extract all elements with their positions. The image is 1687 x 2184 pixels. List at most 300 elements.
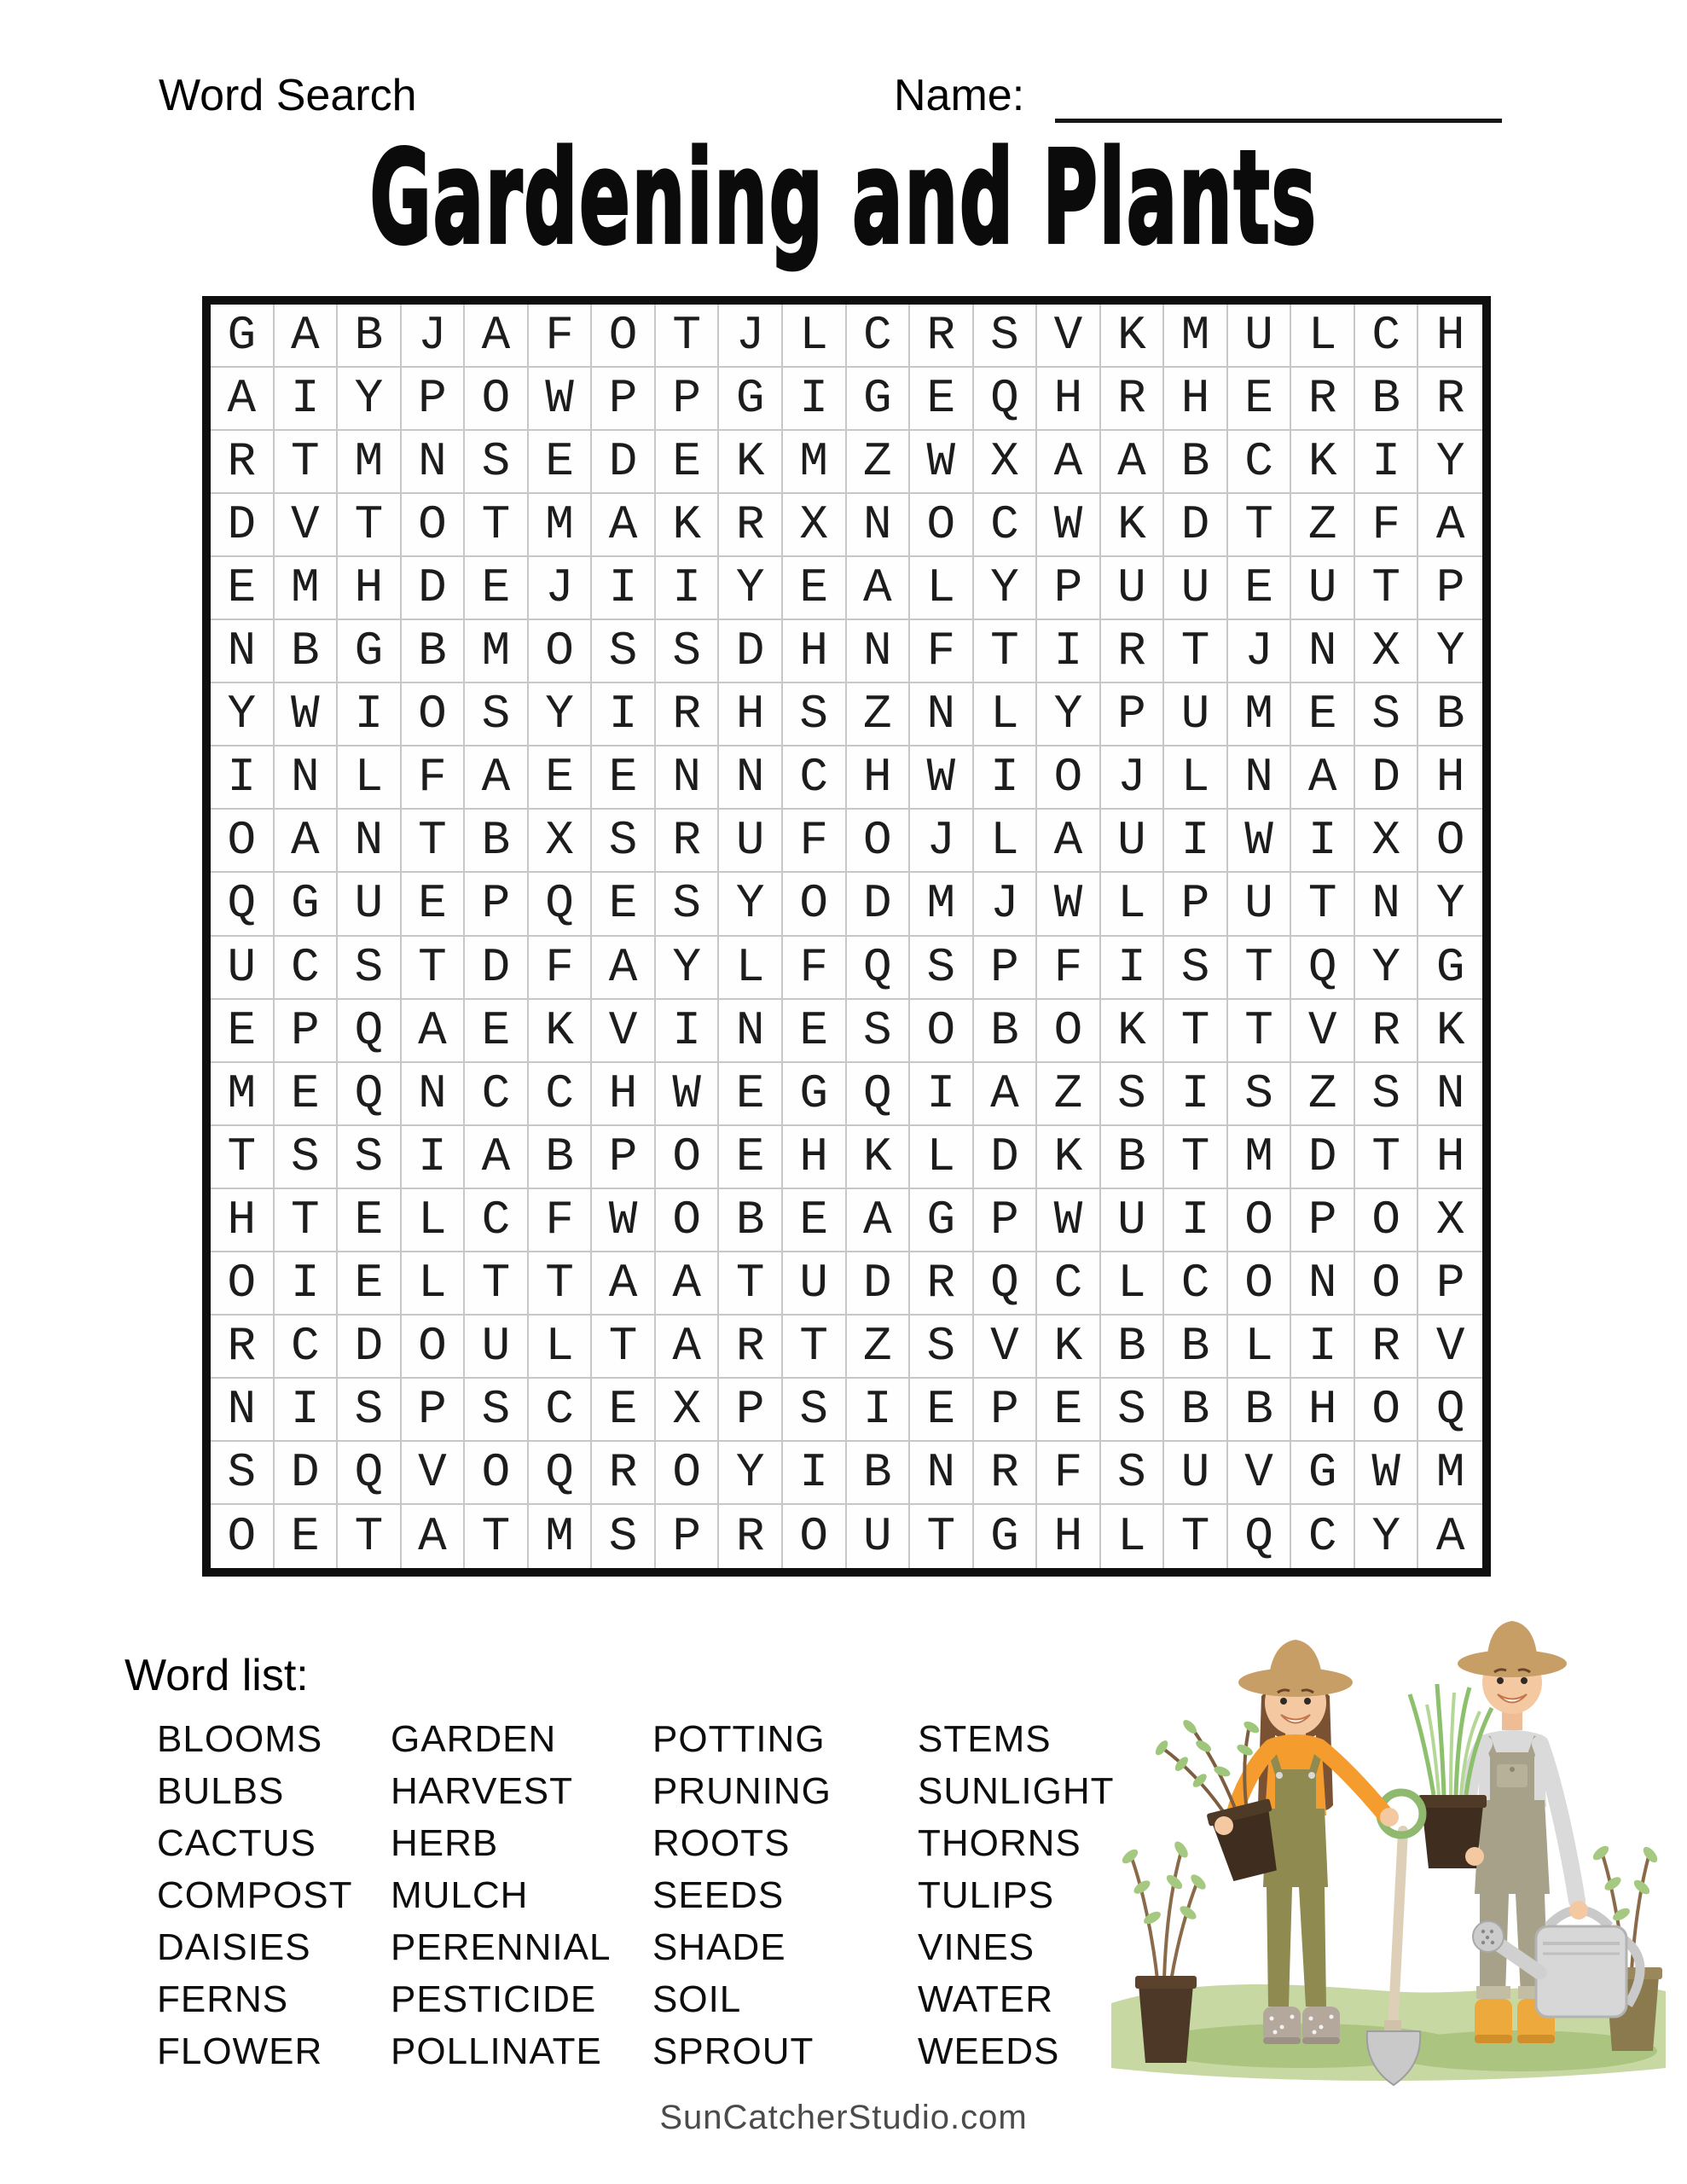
name-label: Name: xyxy=(894,71,1025,120)
grid-cell: Z xyxy=(847,431,911,494)
word-item: THORNS xyxy=(918,1822,1081,1864)
grid-cell: R xyxy=(1355,1316,1419,1379)
grid-cell: I xyxy=(1037,620,1101,683)
grid-cell: G xyxy=(338,620,402,683)
grid-cell: O xyxy=(211,810,275,873)
grid-cell: O xyxy=(402,1316,466,1379)
grid-cell: L xyxy=(719,937,783,1000)
grid-cell: Z xyxy=(847,1316,911,1379)
grid-cell: E xyxy=(783,1000,847,1063)
grid-cell: N xyxy=(211,1379,275,1442)
grid-cell: F xyxy=(1355,494,1419,557)
grid-cell: O xyxy=(1228,1252,1292,1316)
grid-cell: O xyxy=(1418,810,1482,873)
grid-cell: I xyxy=(402,1126,466,1189)
grid-cell: A xyxy=(275,305,339,368)
grid-cell: P xyxy=(974,1189,1038,1252)
grid-cell: U xyxy=(847,1505,911,1568)
grid-cell: N xyxy=(211,620,275,683)
grid-cell: T xyxy=(465,1252,529,1316)
grid-cell: T xyxy=(1355,1126,1419,1189)
grid-cell: A xyxy=(402,1505,466,1568)
worksheet-type-label: Word Search xyxy=(159,71,417,120)
grid-cell: T xyxy=(974,620,1038,683)
grid-cell: S xyxy=(783,1379,847,1442)
grid-cell: E xyxy=(529,746,593,810)
grid-cell: E xyxy=(910,1379,974,1442)
grid-cell: J xyxy=(974,873,1038,936)
grid-cell: C xyxy=(1228,431,1292,494)
grid-cell: S xyxy=(465,1379,529,1442)
grid-cell: H xyxy=(783,620,847,683)
grid-cell: O xyxy=(402,683,466,746)
grid-cell: G xyxy=(1291,1442,1355,1505)
grid-cell: E xyxy=(338,1252,402,1316)
grid-cell: Q xyxy=(1291,937,1355,1000)
grid-cell: M xyxy=(338,431,402,494)
word-item: POTTING xyxy=(652,1718,826,1760)
grid-cell: O xyxy=(465,368,529,431)
grid-cell: E xyxy=(719,1063,783,1126)
grid-cell: R xyxy=(656,810,720,873)
grid-cell: Y xyxy=(1037,683,1101,746)
grid-cell: N xyxy=(719,746,783,810)
grid-cell: N xyxy=(1228,746,1292,810)
grid-cell: F xyxy=(529,937,593,1000)
grid-cell: L xyxy=(1164,746,1228,810)
grid-cell: C xyxy=(465,1189,529,1252)
grid-cell: S xyxy=(1101,1063,1165,1126)
grid-cell: S xyxy=(275,1126,339,1189)
grid-cell: K xyxy=(847,1126,911,1189)
grid-cell: L xyxy=(402,1252,466,1316)
grid-cell: L xyxy=(1101,1505,1165,1568)
grid-cell: V xyxy=(592,1000,656,1063)
grid-cell: C xyxy=(974,494,1038,557)
grid-cell: T xyxy=(656,305,720,368)
grid-cell: W xyxy=(1037,1189,1101,1252)
grid-cell: A xyxy=(592,1252,656,1316)
grid-cell: Y xyxy=(1355,1505,1419,1568)
grid-cell: A xyxy=(1435,1508,1465,1564)
grid-cell: T xyxy=(592,1316,656,1379)
grid-cell: T xyxy=(211,1126,275,1189)
grid-cell: P xyxy=(1101,683,1165,746)
grid-cell: B xyxy=(402,620,466,683)
grid-cell: D xyxy=(338,1316,402,1379)
grid-cell: K xyxy=(1037,1316,1101,1379)
grid-cell: N xyxy=(402,1063,466,1126)
grid-cell: A xyxy=(592,494,656,557)
word-item: HERB xyxy=(391,1822,499,1864)
grid-cell: N xyxy=(1355,873,1419,936)
grid-cell: T xyxy=(1164,1126,1228,1189)
grid-cell: K xyxy=(719,431,783,494)
grid-cell: L xyxy=(910,1126,974,1189)
grid-cell: A xyxy=(974,1063,1038,1126)
grid-cell: K xyxy=(1418,1000,1482,1063)
grid-cell: L xyxy=(402,1189,466,1252)
grid-cell: P xyxy=(592,1126,656,1189)
grid-cell: O xyxy=(1355,1379,1419,1442)
grid-cell: L xyxy=(529,1316,593,1379)
grid-cell: F xyxy=(529,1189,593,1252)
grid-cell: H xyxy=(783,1126,847,1189)
grid-cell: O xyxy=(783,873,847,936)
word-item: PERENNIAL xyxy=(391,1926,612,1968)
grid-cell: Q xyxy=(974,368,1038,431)
word-item: GARDEN xyxy=(391,1718,557,1760)
grid-cell: K xyxy=(1037,1126,1101,1189)
grid-cell: Q xyxy=(847,1063,911,1126)
grid-cell: P xyxy=(1291,1189,1355,1252)
grid-cell: B xyxy=(719,1189,783,1252)
grid-cell: V xyxy=(974,1316,1038,1379)
grid-cell: N xyxy=(275,746,339,810)
grid-cell: G xyxy=(719,368,783,431)
grid-cell: K xyxy=(1291,431,1355,494)
grid-cell: T xyxy=(338,494,402,557)
grid-cell: M xyxy=(275,557,339,620)
grid-cell: Q xyxy=(338,1063,402,1126)
grid-cell: I xyxy=(275,368,339,431)
grid-cell: U xyxy=(1164,557,1228,620)
grid-cell: M xyxy=(529,494,593,557)
grid-cell: C xyxy=(1355,305,1419,368)
grid-cell: O xyxy=(1355,1189,1419,1252)
grid-cell: V xyxy=(1291,1000,1355,1063)
grid-cell: D xyxy=(402,557,466,620)
grid-cell: O xyxy=(783,1505,847,1568)
grid-cell: M xyxy=(1228,683,1292,746)
grid-cell: Q xyxy=(974,1252,1038,1316)
grid-cell: O xyxy=(1037,746,1101,810)
grid-cell: U xyxy=(1164,1442,1228,1505)
grid-cell: M xyxy=(529,1505,593,1568)
grid-cell: N xyxy=(910,683,974,746)
grid-cell: T xyxy=(783,1316,847,1379)
grid-cell: X xyxy=(529,810,593,873)
puzzle-title-text: Gardening and Plants xyxy=(369,123,1318,273)
grid-cell: M xyxy=(910,873,974,936)
grid-cell: Y xyxy=(529,683,593,746)
grid-cell: Z xyxy=(1037,1063,1101,1126)
grid-cell: F xyxy=(783,937,847,1000)
grid-cell: C xyxy=(847,305,911,368)
grid-cell: R xyxy=(1101,368,1165,431)
grid-cell: R xyxy=(719,494,783,557)
word-item: COMPOST xyxy=(157,1874,353,1916)
grid-cell: O xyxy=(465,1442,529,1505)
word-item: TULIPS xyxy=(918,1874,1055,1916)
grid-cell: B xyxy=(1355,368,1419,431)
grid-cell: Y xyxy=(719,557,783,620)
grid-cell: P xyxy=(1037,557,1101,620)
grid-cell: U xyxy=(1101,1189,1165,1252)
grid-cell: B xyxy=(847,1442,911,1505)
grid-cell: O xyxy=(211,1252,275,1316)
grid-cell: U xyxy=(783,1252,847,1316)
grid-cell: Y xyxy=(974,557,1038,620)
shovel-icon xyxy=(1367,1792,1423,2085)
puzzle-grid xyxy=(202,296,1491,1577)
grid-cell: T xyxy=(465,494,529,557)
grid-cell: D xyxy=(1355,746,1419,810)
word-item: BULBS xyxy=(157,1770,285,1812)
grid-cell: C xyxy=(465,1063,529,1126)
grid-cell: K xyxy=(529,1000,593,1063)
grid-cell: I xyxy=(656,1000,720,1063)
grid-cell: Y xyxy=(338,368,402,431)
grid-cell: N xyxy=(338,810,402,873)
grid-cell: E xyxy=(529,431,593,494)
word-item: SPROUT xyxy=(652,2030,815,2072)
grid-cell: I xyxy=(974,746,1038,810)
grid-cell: S xyxy=(465,683,529,746)
grid-cell: P xyxy=(402,368,466,431)
grid-cell: A xyxy=(465,746,529,810)
grid-cell: S xyxy=(338,937,402,1000)
grid-cell: E xyxy=(275,1063,339,1126)
grid-cell: M xyxy=(1418,1442,1482,1505)
grid-cell: V xyxy=(1228,1442,1292,1505)
grid-cell: Y xyxy=(1418,431,1482,494)
grid-cell: Y xyxy=(1355,937,1419,1000)
grid-cell: P xyxy=(656,1505,720,1568)
grid-cell: U xyxy=(1101,557,1165,620)
grid-cell: O xyxy=(910,494,974,557)
grid-cell: X xyxy=(1418,1189,1482,1252)
grid-cell: E xyxy=(465,557,529,620)
grid-cell: P xyxy=(1418,1252,1482,1316)
grid-cell: G xyxy=(1418,937,1482,1000)
grid-cell: E xyxy=(1228,557,1292,620)
grid-cell: J xyxy=(1228,620,1292,683)
word-list-column xyxy=(391,1713,652,2077)
grid-cell: A xyxy=(847,557,911,620)
grid-cell: D xyxy=(211,494,275,557)
grid-cell: E xyxy=(910,368,974,431)
grid-cell: K xyxy=(1101,305,1165,368)
word-item: BLOOMS xyxy=(157,1718,323,1760)
word-item: SOIL xyxy=(652,1978,742,2020)
grid-cell: I xyxy=(1101,937,1165,1000)
grid-cell: U xyxy=(465,1316,529,1379)
grid-cell: N xyxy=(847,494,911,557)
grid-cell: T xyxy=(1228,1000,1292,1063)
grid-cell: I xyxy=(783,1442,847,1505)
grid-cell: E xyxy=(1037,1379,1101,1442)
grid-cell: D xyxy=(847,873,911,936)
grid-cell: C xyxy=(783,746,847,810)
grid-cell: B xyxy=(1164,1379,1228,1442)
grid-cell: F xyxy=(529,305,593,368)
grid-cell: U xyxy=(1101,810,1165,873)
grid-cell: D xyxy=(847,1252,911,1316)
word-item: FLOWER xyxy=(157,2030,323,2072)
grid-cell: A xyxy=(1037,810,1101,873)
grid-cell: I xyxy=(1355,431,1419,494)
grid-cell: T xyxy=(1228,937,1292,1000)
grid-cell: J xyxy=(529,557,593,620)
grid-cell: R xyxy=(656,683,720,746)
word-item: ROOTS xyxy=(652,1822,791,1864)
grid-cell: P xyxy=(1164,873,1228,936)
grid-cell: W xyxy=(1355,1442,1419,1505)
grid-cell: I xyxy=(1291,1316,1355,1379)
grid-cell: J xyxy=(910,810,974,873)
grid-cell: V xyxy=(1418,1316,1482,1379)
grid-cell: G xyxy=(974,1505,1038,1568)
grid-cell: V xyxy=(402,1442,466,1505)
grid-cell: S xyxy=(338,1126,402,1189)
grid-cell: F xyxy=(783,810,847,873)
grid-cell: T xyxy=(1164,1000,1228,1063)
grid-cell: T xyxy=(275,431,339,494)
grid-cell: S xyxy=(338,1379,402,1442)
grid-cell: T xyxy=(529,1252,593,1316)
grid-cell: I xyxy=(592,683,656,746)
grid-cell: L xyxy=(974,683,1038,746)
gardeners-illustration xyxy=(1103,1600,1673,2091)
grid-cell: C xyxy=(275,1316,339,1379)
grid-cell: N xyxy=(656,746,720,810)
grid-cell: B xyxy=(1164,431,1228,494)
grid-cell: S xyxy=(656,873,720,936)
grid-cell: A xyxy=(1037,431,1101,494)
grid-cell: R xyxy=(211,1316,275,1379)
grid-cell: O xyxy=(1037,1000,1101,1063)
grid-cell: N xyxy=(1291,620,1355,683)
grid-cell: H xyxy=(1164,368,1228,431)
grid-cell: A xyxy=(656,1316,720,1379)
grid-cell: N xyxy=(1291,1252,1355,1316)
grid-cell: L xyxy=(1228,1316,1292,1379)
grid-cell: B xyxy=(974,1000,1038,1063)
grid-cell: I xyxy=(656,557,720,620)
grid-cell: B xyxy=(338,305,402,368)
grid-cell: B xyxy=(1101,1316,1165,1379)
grid-cell: G xyxy=(910,1189,974,1252)
grid-cell: L xyxy=(1101,873,1165,936)
grid-cell: T xyxy=(910,1505,974,1568)
grid-cell: B xyxy=(1101,1126,1165,1189)
grid-cell: E xyxy=(592,746,656,810)
grid-cell: C xyxy=(1164,1252,1228,1316)
grid-cell: H xyxy=(847,746,911,810)
grid-cell: M xyxy=(1164,305,1228,368)
grid-cell: Q xyxy=(338,1442,402,1505)
grid-cell: E xyxy=(719,1126,783,1189)
grid-cell: M xyxy=(211,1063,275,1126)
grid-cell: H xyxy=(592,1063,656,1126)
grid-cell: A xyxy=(465,305,529,368)
grid-cell: I xyxy=(211,746,275,810)
grid-cell: E xyxy=(338,1189,402,1252)
grid-cell: T xyxy=(465,1505,529,1568)
grid-cell: N xyxy=(910,1442,974,1505)
grid-cell: M xyxy=(465,620,529,683)
grid-cell: M xyxy=(1228,1126,1292,1189)
grid-cell: W xyxy=(1037,873,1101,936)
grid-cell: U xyxy=(1291,557,1355,620)
grid-cell: K xyxy=(656,494,720,557)
grid-cell: G xyxy=(275,873,339,936)
word-item: WATER xyxy=(918,1978,1053,2020)
grid-cell: O xyxy=(211,1505,275,1568)
grid-cell: X xyxy=(1355,620,1419,683)
grid-cell: R xyxy=(1355,1000,1419,1063)
grid-cell: W xyxy=(1228,810,1292,873)
grid-cell: A xyxy=(465,1126,529,1189)
grid-cell: S xyxy=(1228,1063,1292,1126)
grid-cell: I xyxy=(1164,810,1228,873)
grid-cell: E xyxy=(783,557,847,620)
grid-cell: C xyxy=(1037,1252,1101,1316)
grid-cell: L xyxy=(1291,305,1355,368)
grid-cell: C xyxy=(529,1379,593,1442)
grid-cell: C xyxy=(1291,1505,1355,1568)
grid-cell: R xyxy=(1418,368,1482,431)
grid-cell: X xyxy=(974,431,1038,494)
grid-cell: R xyxy=(592,1442,656,1505)
word-item: POLLINATE xyxy=(391,2030,602,2072)
grid-cell: A xyxy=(402,1000,466,1063)
grid-cell: Q xyxy=(338,1000,402,1063)
grid-cell: E xyxy=(275,1505,339,1568)
grid-cell: U xyxy=(1228,873,1292,936)
word-list-heading: Word list: xyxy=(125,1651,309,1700)
grid-cell: I xyxy=(275,1252,339,1316)
grid-cell: E xyxy=(656,431,720,494)
grid-cell: D xyxy=(275,1442,339,1505)
grid-cell: H xyxy=(1418,1126,1482,1189)
grid-cell: E xyxy=(211,557,275,620)
grid-cell: J xyxy=(719,305,783,368)
grid-cell: E xyxy=(211,1000,275,1063)
grid-cell: O xyxy=(656,1189,720,1252)
grid-cell: U xyxy=(338,873,402,936)
grid-cell: X xyxy=(656,1379,720,1442)
grid-cell: W xyxy=(1037,494,1101,557)
grid-cell: P xyxy=(656,368,720,431)
grid-cell: U xyxy=(1228,305,1292,368)
grid-cell: A xyxy=(1291,746,1355,810)
word-item: DAISIES xyxy=(157,1926,311,1968)
grid-cell: T xyxy=(719,1252,783,1316)
grid-cell: L xyxy=(783,305,847,368)
footer-credit: SunCatcherStudio.com xyxy=(659,2099,1028,2136)
grid-cell: E xyxy=(1291,683,1355,746)
grid-cell: D xyxy=(719,620,783,683)
word-item: SEEDS xyxy=(652,1874,785,1916)
grid-cell: S xyxy=(592,810,656,873)
grid-cell: C xyxy=(529,1063,593,1126)
grid-cell: I xyxy=(910,1063,974,1126)
grid-cell: R xyxy=(910,1252,974,1316)
grid-cell: C xyxy=(275,937,339,1000)
grid-cell: R xyxy=(211,431,275,494)
grid-cell: I xyxy=(592,557,656,620)
word-item: STEMS xyxy=(918,1718,1052,1760)
grid-cell: K xyxy=(1101,494,1165,557)
grid-cell: I xyxy=(1291,810,1355,873)
word-item: VINES xyxy=(918,1926,1035,1968)
grid-cell: Y xyxy=(211,683,275,746)
word-list-column xyxy=(652,1713,918,2077)
grid-cell: B xyxy=(1164,1316,1228,1379)
grid-cell: D xyxy=(465,937,529,1000)
